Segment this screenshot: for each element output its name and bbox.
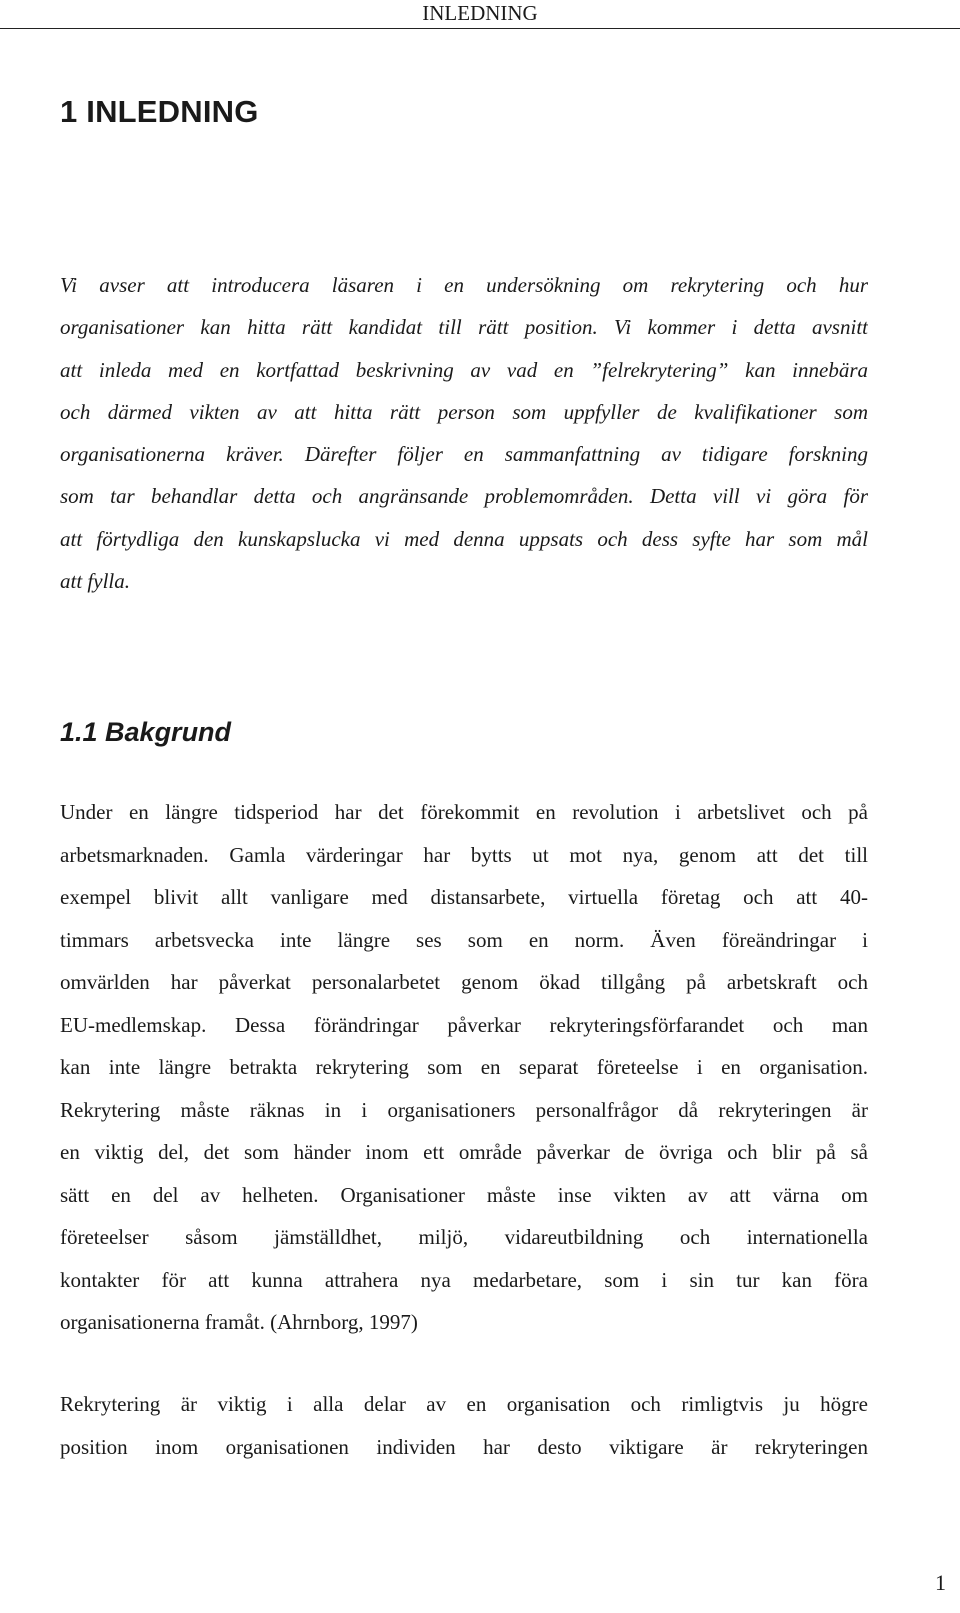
- body-line: timmars arbetsvecka inte längre ses som en norm. Även föreändringar i: [60, 927, 868, 952]
- body-line: omvärlden har påverkat personalarbetet genom ökad tillgång på arbetskraft och: [60, 970, 868, 994]
- intro-line: att förtydliga den kunskapslucka vi med denna uppsats och dess syfte har som mål: [60, 526, 868, 551]
- intro-paragraph: [60, 264, 868, 602]
- intro-line: organisationer kan hitta rätt kandidat till rätt position. Vi kommer i detta avsnitt: [60, 315, 868, 340]
- page-number: 1: [935, 1570, 946, 1595]
- body-line: arbetsmarknaden. Gamla värderingar har bytts ut mot nya, genom att det till: [60, 842, 868, 867]
- intro-line: att fylla.: [60, 569, 130, 594]
- running-header-title: INLEDNING: [422, 1, 538, 25]
- intro-line: och därmed vikten av att hitta rätt person som uppfyller de kvalifikationer som: [60, 399, 868, 424]
- intro-line: Vi avser att introducera läsaren i en undersökning om rekrytering och hur: [60, 273, 868, 297]
- body-line: EU-medlemskap. Dessa förändringar påverkar rekryteringsförfarandet och man: [60, 1012, 868, 1037]
- background-paragraph-1: [60, 791, 868, 1344]
- intro-line: organisationerna kräver. Därefter följer en sammanfattning av tidigare forskning: [60, 442, 868, 467]
- body-line: position inom organisationen individen har desto viktigare är rekryteringen: [60, 1434, 868, 1459]
- body-line: Under en längre tidsperiod har det förekommit en revolution i arbetslivet och på: [60, 800, 868, 824]
- intro-line: att inleda med en kortfattad beskrivning av vad en ”felrekrytering” kan innebära: [60, 357, 868, 382]
- body-line: exempel blivit allt vanligare med distansarbete, virtuella företag och att 40-: [60, 885, 868, 909]
- body-line: sätt en del av helheten. Organisationer måste inse vikten av att värna om: [60, 1182, 868, 1207]
- body-line: Rekrytering är viktig i alla delar av en organisation och rimligtvis ju högre: [60, 1392, 868, 1416]
- body-line: kontakter för att kunna attrahera nya medarbetare, som i sin tur kan föra: [60, 1267, 868, 1292]
- background-paragraph-2: [60, 1383, 868, 1468]
- running-header: [0, 0, 960, 29]
- body-line: organisationerna framåt. (Ahrnborg, 1997): [60, 1310, 418, 1334]
- body-line: Rekrytering måste räknas in i organisationers personalfrågor då rekryteringen är: [60, 1097, 868, 1122]
- chapter-title: 1 INLEDNING: [60, 94, 259, 129]
- intro-line: som tar behandlar detta och angränsande problemområden. Detta vill vi göra för: [60, 484, 868, 509]
- body-line: företeelser såsom jämställdhet, miljö, vidareutbildning och internationella: [60, 1225, 868, 1249]
- body-line: en viktig del, det som händer inom ett område påverkar de övriga och blir på så: [60, 1140, 868, 1164]
- body-line: kan inte längre betrakta rekrytering som en separat företeelse i en organisation.: [60, 1055, 868, 1079]
- section-heading: 1.1 Bakgrund: [60, 717, 232, 747]
